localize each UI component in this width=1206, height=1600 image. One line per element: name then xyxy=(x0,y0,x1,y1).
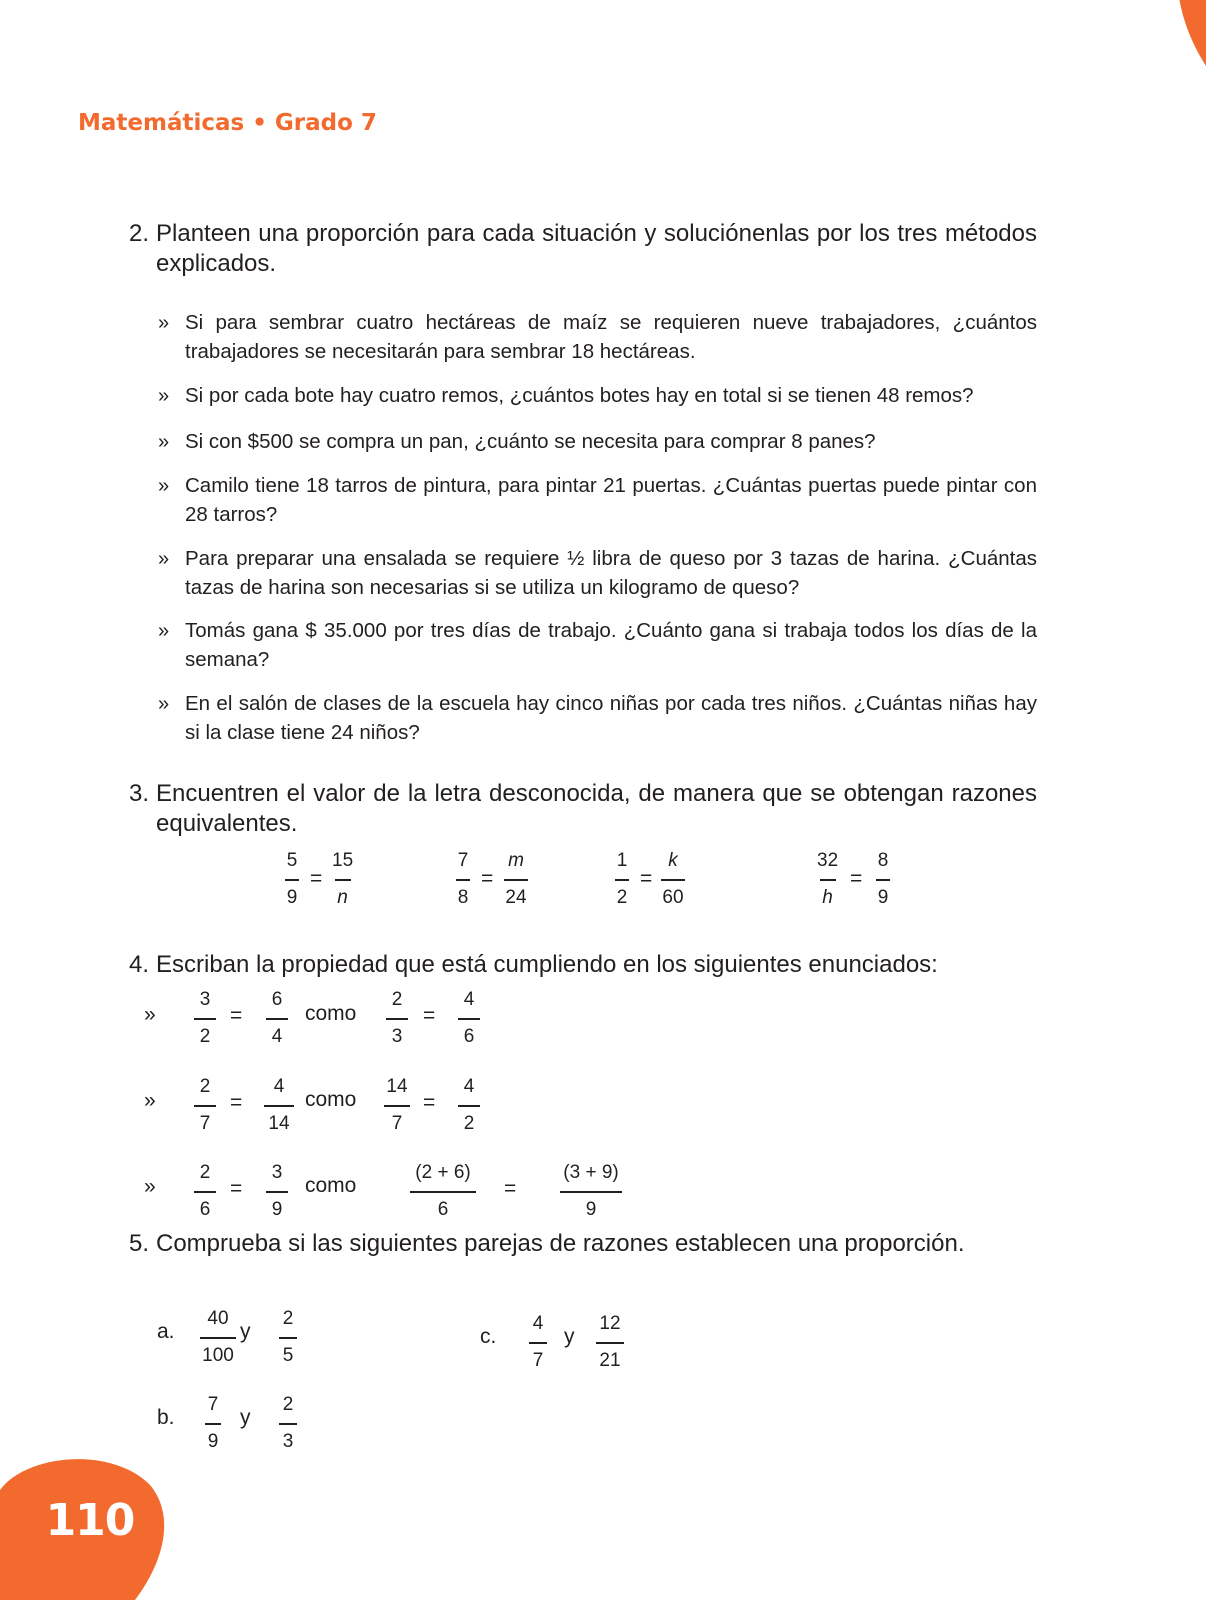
fraction: 2 5 xyxy=(279,1308,297,1367)
fraction: 4 7 xyxy=(529,1313,547,1372)
equals-sign: = xyxy=(504,1177,517,1200)
fraction: 14 7 xyxy=(384,1076,410,1135)
fraction: (2 + 6) 6 xyxy=(410,1162,476,1221)
bullet-mark: » xyxy=(158,475,170,497)
conjunction: y xyxy=(564,1325,575,1348)
bullet-mark: » xyxy=(158,431,170,453)
connector-word: como xyxy=(305,1088,357,1111)
fraction: k 60 xyxy=(662,850,684,908)
bullet-mark: » xyxy=(158,693,170,715)
fraction: 7 8 xyxy=(457,850,469,908)
equals-sign: = xyxy=(230,1004,243,1027)
corner-decoration xyxy=(1166,0,1206,110)
bullet-mark: » xyxy=(158,620,170,642)
exercise-3-title: 3. Encuentren el valor de la letra desconocida, de manera que se obtengan razones equivalentes. xyxy=(129,780,1037,837)
list-item: » Si por cada bote hay cuatro remos, ¿cuántos botes hay en total si se tienen 48 remos? xyxy=(185,382,1037,411)
exercise-4-title: 4. Escriban la propiedad que está cumpliendo en los siguientes enunciados: xyxy=(129,951,938,978)
equals-sign: = xyxy=(310,867,323,890)
equals-sign: = xyxy=(850,867,863,890)
list-item: » En el salón de clases de la escuela hay cinco niñas por cada tres niños. ¿Cuántas niñas hay si la clase tiene 24 niños? xyxy=(158,692,1037,744)
equals-sign: = xyxy=(640,867,653,890)
bullet-mark: » xyxy=(144,1003,156,1026)
fraction: 4 14 xyxy=(264,1076,294,1135)
fraction: 4 2 xyxy=(458,1076,480,1135)
fraction: 6 4 xyxy=(266,989,288,1048)
fraction: 1 2 xyxy=(616,850,628,908)
fraction: 2 7 xyxy=(194,1076,216,1135)
bullet-mark: » xyxy=(144,1089,156,1112)
list-item: » Tomás gana $ 35.000 por tres días de trabajo. ¿Cuánto gana si trabaja todos los días de la semana? xyxy=(158,619,1037,671)
fraction: m 24 xyxy=(505,850,527,908)
fraction: 4 6 xyxy=(458,989,480,1048)
fraction: 3 2 xyxy=(194,989,216,1048)
header-separator: • xyxy=(252,110,267,136)
conjunction: y xyxy=(240,1320,251,1343)
list-item: » Si para sembrar cuatro hectáreas de maíz se requieren nueve trabajadores, ¿cuántos trabajadores se necesitarán para sembrar 18 hectáreas. xyxy=(158,311,1037,363)
fraction: 8 9 xyxy=(877,850,889,908)
fraction: 7 9 xyxy=(205,1394,221,1453)
list-item: » Para preparar una ensalada se requiere ½ libra de queso por 3 tazas de harina. ¿Cuántas tazas de harina son necesarias si se utiliza un kilogramo de queso? xyxy=(158,547,1037,599)
fraction: 32 h xyxy=(817,850,839,908)
bullet-mark: » xyxy=(144,1175,156,1198)
exercise-3-number: 3. xyxy=(129,780,150,807)
conjunction: y xyxy=(240,1406,251,1429)
header-subject: Matemáticas xyxy=(78,110,245,136)
connector-word: como xyxy=(305,1002,357,1025)
fraction: 2 3 xyxy=(279,1394,297,1453)
fraction: 2 3 xyxy=(386,989,408,1048)
fraction: 2 6 xyxy=(194,1162,216,1221)
exercise-5-title: 5. Comprueba si las siguientes parejas de razones establecen una proporción. xyxy=(129,1230,965,1257)
item-label: b. xyxy=(157,1406,175,1429)
equals-sign: = xyxy=(423,1091,436,1114)
equals-sign: = xyxy=(423,1004,436,1027)
header-grade: Grado 7 xyxy=(274,110,377,136)
fraction: 40 100 xyxy=(200,1308,236,1367)
page-number: 110 xyxy=(45,1495,135,1546)
fraction: 5 9 xyxy=(286,850,298,908)
fraction: 12 21 xyxy=(596,1313,624,1372)
item-label: c. xyxy=(480,1325,497,1348)
exercise-2-number: 2. xyxy=(129,220,150,247)
fraction: (3 + 9) 9 xyxy=(560,1162,622,1221)
exercise-5-number: 5. xyxy=(129,1230,150,1257)
equals-sign: = xyxy=(481,867,494,890)
equals-sign: = xyxy=(230,1091,243,1114)
running-header xyxy=(78,110,377,136)
connector-word: como xyxy=(305,1174,357,1197)
item-label: a. xyxy=(157,1320,175,1343)
fraction: 3 9 xyxy=(266,1162,288,1221)
exercise-4-number: 4. xyxy=(129,951,150,978)
bullet-mark: » xyxy=(158,548,170,570)
equals-sign: = xyxy=(230,1177,243,1200)
exercise-2-title: 2. Planteen una proporción para cada situación y soluciónenlas por los tres métodos explicados. xyxy=(129,220,1037,277)
fraction: 15 n xyxy=(332,850,354,908)
list-item: » Si con $500 se compra un pan, ¿cuánto se necesita para comprar 8 panes? xyxy=(185,428,1037,457)
bullet-mark: » xyxy=(158,312,170,334)
bullet-mark: » xyxy=(158,385,170,407)
list-item: » Camilo tiene 18 tarros de pintura, para pintar 21 puertas. ¿Cuántas puertas puede pintar con 28 tarros? xyxy=(158,474,1037,526)
